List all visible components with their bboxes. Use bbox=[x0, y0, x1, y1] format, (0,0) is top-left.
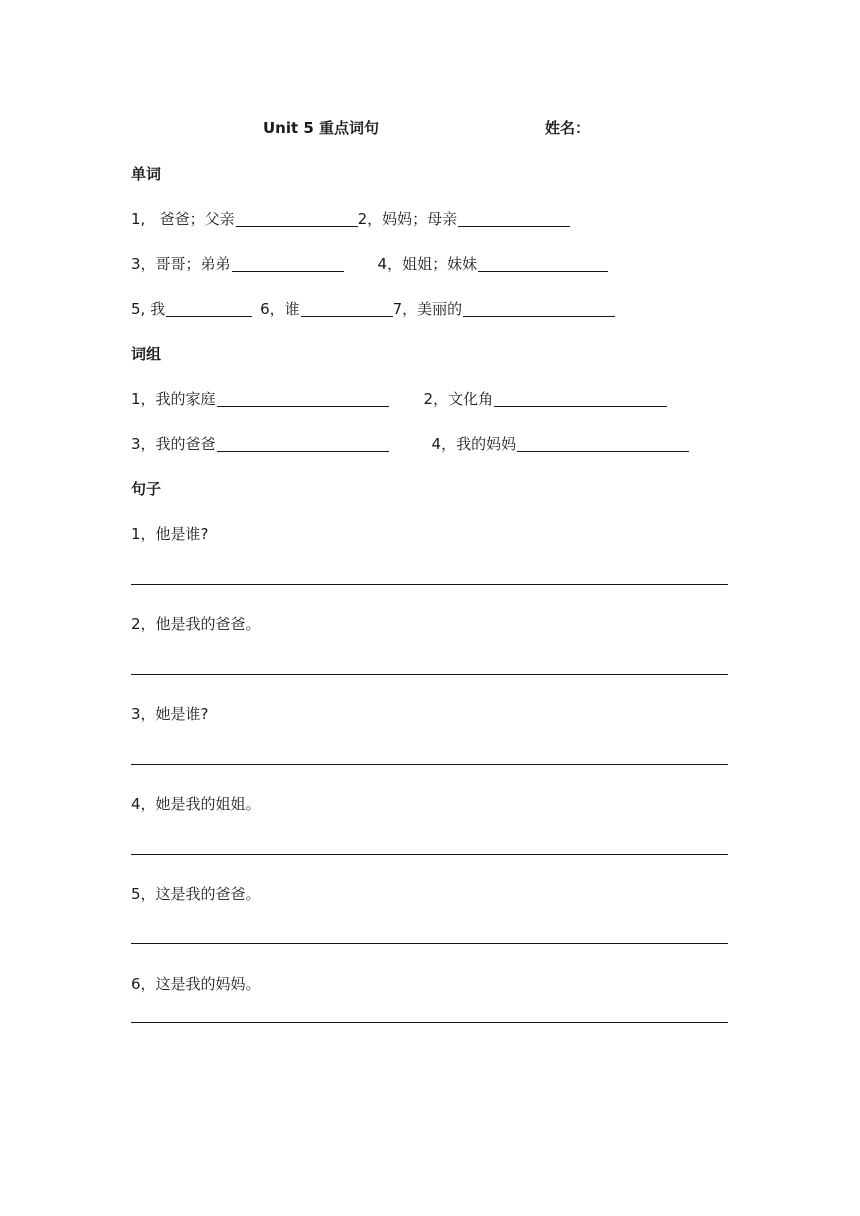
phrase-blank[interactable] bbox=[494, 405, 667, 407]
word-prompt: 1, 爸爸；父亲 bbox=[131, 210, 235, 228]
phrase-blank[interactable] bbox=[217, 450, 389, 452]
word-row-2 bbox=[131, 253, 608, 274]
word-blank[interactable] bbox=[458, 225, 570, 227]
sentence-prompt: 6，这是我的妈妈。 bbox=[131, 975, 261, 993]
phrase-prompt: 4，我的妈妈 bbox=[431, 435, 517, 453]
phrase-item bbox=[424, 388, 668, 409]
word-prompt: 7，美丽的 bbox=[392, 300, 463, 318]
word-row-3 bbox=[131, 298, 615, 319]
word-blank[interactable] bbox=[463, 315, 615, 317]
word-blank[interactable] bbox=[236, 225, 358, 227]
worksheet-title: Unit 5 重点词句 bbox=[263, 119, 380, 137]
sentence-prompt: 2，他是我的爸爸。 bbox=[131, 615, 261, 633]
phrase-prompt: 3，我的爸爸 bbox=[131, 435, 216, 453]
word-blank[interactable] bbox=[232, 270, 344, 272]
word-item bbox=[131, 208, 358, 229]
word-blank[interactable] bbox=[301, 315, 393, 317]
word-item bbox=[131, 253, 344, 274]
sentence-answer-line[interactable] bbox=[131, 943, 728, 944]
word-blank[interactable] bbox=[166, 315, 252, 317]
phrase-prompt: 2，文化角 bbox=[423, 390, 494, 408]
section-phrases: 词组 bbox=[131, 345, 162, 363]
section-words: 单词 bbox=[131, 165, 162, 183]
word-item bbox=[131, 298, 252, 319]
phrase-row-1 bbox=[131, 388, 667, 409]
section-sentences: 句子 bbox=[131, 480, 162, 498]
phrase-item bbox=[131, 433, 389, 454]
sentence-answer-line[interactable] bbox=[131, 764, 728, 765]
word-prompt: 2，妈妈；母亲 bbox=[357, 210, 458, 228]
sentence-prompt: 3，她是谁? bbox=[131, 705, 209, 723]
sentence-answer-line[interactable] bbox=[131, 674, 728, 675]
name-label: 姓名： bbox=[545, 119, 591, 137]
word-prompt: 6，谁 bbox=[260, 300, 300, 318]
phrase-blank[interactable] bbox=[517, 450, 689, 452]
sentence-answer-line[interactable] bbox=[131, 1022, 728, 1023]
sentence-answer-line[interactable] bbox=[131, 854, 728, 855]
word-prompt: 4，姐姐；妹妹 bbox=[377, 255, 478, 273]
sentence-prompt: 4，她是我的姐姐。 bbox=[131, 795, 261, 813]
word-blank[interactable] bbox=[478, 270, 608, 272]
sentence-answer-line[interactable] bbox=[131, 584, 728, 585]
phrase-blank[interactable] bbox=[217, 405, 389, 407]
word-row-1 bbox=[131, 208, 570, 229]
word-item bbox=[260, 298, 393, 319]
phrase-item bbox=[131, 388, 389, 409]
sentence-prompt: 5，这是我的爸爸。 bbox=[131, 885, 261, 903]
sentence-prompt: 1，他是谁? bbox=[131, 525, 209, 543]
word-item bbox=[378, 253, 609, 274]
word-prompt: 5, 我 bbox=[131, 300, 166, 318]
word-item bbox=[358, 208, 571, 229]
phrase-row-2 bbox=[131, 433, 689, 454]
phrase-prompt: 1，我的家庭 bbox=[131, 390, 216, 408]
word-item bbox=[393, 298, 616, 319]
phrase-item bbox=[432, 433, 690, 454]
word-prompt: 3，哥哥；弟弟 bbox=[131, 255, 231, 273]
